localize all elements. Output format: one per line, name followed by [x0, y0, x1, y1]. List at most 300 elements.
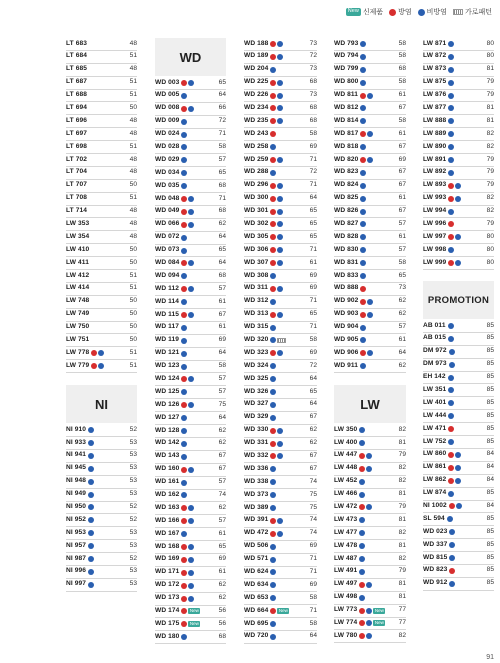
page-ref: 69 — [218, 336, 226, 344]
product-code: WD 175 — [155, 619, 180, 627]
non-flame-retardant-icon — [188, 286, 194, 292]
non-flame-retardant-icon — [188, 570, 194, 576]
product-code: WD 664 — [244, 606, 269, 614]
index-row — [155, 116, 226, 129]
flame-retardant-icon — [448, 465, 454, 471]
page-ref: 61 — [218, 529, 226, 537]
flame-retardant-icon — [181, 467, 187, 473]
index-row — [155, 515, 226, 528]
page-ref: 65 — [218, 168, 226, 176]
non-flame-retardant-icon — [448, 439, 454, 445]
product-marks — [360, 234, 392, 240]
product-code: WD 172 — [155, 581, 180, 589]
product-code: NI 941 — [66, 451, 87, 459]
non-flame-retardant-icon — [448, 170, 454, 176]
product-code: WD 312 — [244, 297, 269, 305]
index-row — [334, 566, 406, 579]
product-marks — [448, 323, 480, 329]
non-flame-retardant-icon — [181, 389, 187, 395]
product-code: LW 877 — [423, 103, 447, 111]
page-ref: 67 — [398, 103, 406, 111]
page-ref: 57 — [218, 284, 226, 292]
index-row — [334, 193, 406, 206]
page-ref: 85 — [486, 411, 494, 419]
page-ref: 65 — [218, 246, 226, 254]
non-flame-retardant-icon — [455, 183, 461, 189]
product-code: LW 876 — [423, 91, 447, 99]
non-flame-retardant-icon — [181, 415, 187, 421]
index-row — [244, 322, 317, 335]
index-row — [244, 541, 317, 554]
product-code: LT 685 — [66, 65, 87, 73]
index-row — [334, 502, 406, 515]
page-ref: 67 — [309, 452, 317, 459]
product-marks — [181, 480, 212, 486]
page-ref: 68 — [218, 632, 226, 640]
page-ref: 79 — [398, 567, 406, 575]
index-row — [334, 322, 406, 335]
product-code: WD 833 — [334, 271, 359, 279]
product-marks — [359, 620, 392, 626]
index-row — [66, 540, 137, 553]
index-row — [334, 231, 406, 244]
non-flame-retardant-icon — [359, 569, 365, 575]
index-row — [423, 578, 494, 591]
flame-retardant-icon — [359, 620, 365, 626]
non-flame-retardant-icon — [359, 427, 365, 433]
product-code: WD 024 — [155, 130, 180, 138]
non-flame-retardant-icon — [449, 529, 455, 535]
product-marks — [181, 634, 212, 640]
page-ref: 61 — [218, 568, 226, 576]
flame-retardant-icon — [270, 93, 276, 99]
non-flame-retardant-icon — [366, 582, 372, 588]
flame-retardant-icon — [91, 350, 97, 356]
product-code: WD 301 — [244, 207, 269, 215]
index-row — [155, 129, 226, 142]
product-code: WD 313 — [244, 310, 269, 318]
page-ref: 72 — [309, 168, 317, 176]
non-flame-retardant-icon — [455, 196, 461, 202]
flame-retardant-icon — [360, 299, 366, 305]
non-flame-retardant-icon — [188, 518, 194, 524]
product-code: WD 817 — [334, 129, 359, 137]
non-flame-retardant-icon — [188, 467, 194, 473]
flame-retardant-icon — [181, 557, 187, 563]
product-code: WD 904 — [334, 323, 359, 331]
non-flame-retardant-icon — [270, 466, 276, 472]
product-marks — [360, 183, 392, 189]
non-flame-retardant-icon — [360, 41, 366, 47]
product-code: WD 114 — [155, 297, 180, 305]
product-code: AB 011 — [423, 321, 446, 329]
non-flame-retardant-icon — [455, 452, 461, 458]
product-marks — [181, 299, 212, 305]
flame-retardant-icon — [359, 608, 365, 614]
page-ref: 53 — [129, 567, 137, 575]
page-ref: 50 — [129, 335, 137, 343]
non-flame-retardant-icon — [360, 80, 366, 86]
non-flame-retardant-icon — [277, 428, 283, 434]
non-flame-retardant-icon — [88, 479, 94, 485]
non-flame-retardant-icon — [367, 350, 373, 356]
non-flame-retardant-icon — [366, 466, 372, 472]
non-flame-retardant-icon — [455, 234, 461, 240]
page-ref: 84 — [486, 476, 494, 484]
index-row — [334, 180, 406, 193]
page-ref: 71 — [309, 568, 317, 576]
index-row — [66, 167, 137, 180]
flame-retardant-icon — [448, 426, 454, 432]
product-code: WD 391 — [244, 516, 269, 524]
product-code: NI 952 — [66, 515, 87, 523]
non-flame-retardant-icon — [360, 105, 366, 111]
page-ref: 62 — [218, 220, 226, 228]
index-row — [244, 489, 317, 502]
non-flame-retardant-icon — [270, 415, 276, 421]
page-ref: 50 — [129, 181, 137, 189]
page-ref: 50 — [129, 310, 137, 318]
product-code: DM 972 — [423, 347, 447, 355]
non-flame-retardant-icon — [455, 465, 461, 471]
product-marks — [270, 415, 303, 421]
product-marks — [448, 247, 480, 253]
product-code: LW 497 — [334, 580, 358, 588]
index-column-5 — [423, 38, 494, 591]
non-flame-retardant-icon — [277, 453, 283, 459]
index-row — [155, 296, 226, 309]
product-marks — [448, 491, 480, 497]
non-flame-retardant-icon — [181, 157, 187, 163]
page-ref: 85 — [486, 527, 494, 535]
non-flame-retardant-icon — [188, 222, 194, 228]
product-marks — [270, 569, 303, 575]
page-ref: 58 — [309, 593, 317, 601]
product-marks — [360, 67, 392, 73]
non-flame-retardant-icon — [98, 350, 104, 356]
non-flame-retardant-icon — [360, 67, 366, 73]
index-row — [423, 128, 494, 141]
non-flame-retardant-icon — [367, 131, 373, 137]
non-flame-retardant-icon — [88, 440, 94, 446]
page-ref: 57 — [218, 387, 226, 395]
product-code: WD 373 — [244, 490, 269, 498]
non-flame-retardant-icon — [359, 556, 365, 562]
page-ref: 64 — [218, 258, 226, 266]
page-ref: 48 — [129, 39, 137, 47]
flame-retardant-icon — [270, 531, 276, 537]
index-row — [155, 412, 226, 425]
product-code: LW 996 — [423, 219, 447, 227]
page-ref: 69 — [218, 555, 226, 563]
index-row — [244, 257, 317, 270]
index-row — [244, 218, 317, 231]
non-flame-retardant-icon — [270, 479, 276, 485]
page-ref: 71 — [309, 181, 317, 189]
index-row — [334, 257, 406, 270]
product-marks — [181, 557, 212, 563]
product-code: LW 466 — [334, 490, 358, 498]
non-flame-retardant-icon — [181, 132, 187, 138]
product-marks — [181, 144, 212, 150]
product-marks — [448, 336, 480, 342]
product-code: NI 953 — [66, 528, 87, 536]
flame-retardant-icon — [270, 260, 276, 266]
index-row — [244, 102, 317, 115]
product-code: WD 288 — [244, 168, 269, 176]
product-code: WD 818 — [334, 142, 359, 150]
page-ref: 53 — [129, 580, 137, 588]
index-row — [423, 552, 494, 565]
index-row — [66, 206, 137, 219]
page-ref: 74 — [309, 529, 317, 537]
product-marks — [270, 67, 303, 73]
non-flame-retardant-icon — [359, 492, 365, 498]
page-ref: 58 — [218, 362, 226, 370]
product-marks — [448, 93, 480, 99]
product-code: WD 258 — [244, 142, 269, 150]
page-ref: 81 — [486, 65, 494, 73]
product-code: DM 973 — [423, 360, 447, 368]
page-ref: 71 — [309, 323, 317, 331]
non-flame-retardant-icon — [181, 531, 187, 537]
page-ref: 84 — [486, 502, 494, 509]
product-code: LW 752 — [423, 437, 447, 445]
non-flame-retardant-icon — [277, 209, 283, 215]
product-marks — [181, 596, 212, 602]
product-code: WD 023 — [423, 527, 448, 535]
non-flame-retardant-icon — [277, 247, 283, 253]
product-code: LT 697 — [66, 129, 87, 137]
non-flame-retardant-icon — [449, 581, 455, 587]
product-marks — [360, 41, 392, 47]
page-ref: 68 — [309, 103, 317, 111]
index-row — [155, 232, 226, 245]
page-ref: 57 — [218, 155, 226, 163]
index-row — [334, 283, 406, 296]
index-row — [244, 180, 317, 193]
page-ref: 62 — [309, 439, 317, 447]
product-code: WD 121 — [155, 349, 180, 357]
page-ref: 52 — [129, 503, 137, 510]
product-marks — [448, 196, 480, 202]
product-code: WD 327 — [244, 400, 269, 408]
index-row — [423, 526, 494, 539]
product-code: WD 226 — [244, 91, 269, 99]
index-row — [155, 257, 226, 270]
product-code: LW 874 — [423, 489, 447, 497]
product-code: LW 861 — [423, 463, 447, 471]
index-row — [244, 231, 317, 244]
non-flame-retardant-icon — [360, 363, 366, 369]
page-ref: 73 — [309, 91, 317, 99]
product-marks — [270, 286, 303, 292]
non-flame-retardant-icon — [448, 144, 454, 150]
product-code: LW 994 — [423, 207, 447, 215]
flame-retardant-icon — [360, 350, 366, 356]
index-row — [66, 90, 137, 103]
page-ref: 73 — [309, 39, 317, 47]
product-marks — [181, 351, 212, 357]
index-row — [66, 77, 137, 90]
product-code: NI 987 — [66, 554, 87, 562]
product-marks — [359, 595, 392, 601]
non-flame-retardant-icon — [448, 93, 454, 99]
index-row — [244, 270, 317, 283]
index-row — [334, 605, 406, 618]
page-ref: 82 — [398, 528, 406, 536]
product-marks — [270, 41, 303, 47]
page-ref: 57 — [398, 219, 406, 227]
product-code: WD 035 — [155, 181, 180, 189]
index-row — [155, 554, 226, 567]
product-code: NI 997 — [66, 580, 87, 588]
flame-retardant-icon — [448, 234, 454, 240]
product-marks — [88, 504, 123, 510]
section-header: NI — [66, 385, 137, 423]
index-row — [423, 346, 494, 359]
non-flame-retardant-icon — [188, 209, 194, 215]
page-ref: 69 — [309, 142, 317, 150]
index-row — [334, 90, 406, 103]
legend-label: 방염 — [398, 9, 412, 16]
non-flame-retardant-icon — [270, 544, 276, 550]
index-row — [155, 219, 226, 232]
non-flame-retardant-icon — [277, 221, 283, 227]
page-ref: 57 — [218, 478, 226, 486]
product-marks — [360, 260, 392, 266]
index-row — [155, 618, 226, 631]
non-flame-retardant-icon — [88, 530, 94, 536]
product-marks — [88, 530, 123, 536]
index-row — [66, 347, 137, 360]
page-ref: 51 — [129, 284, 137, 292]
page-ref: 48 — [129, 232, 137, 240]
product-code: WD 115 — [155, 310, 180, 318]
index-row — [244, 567, 317, 580]
non-flame-retardant-icon — [359, 530, 365, 536]
product-code: LW 448 — [334, 464, 358, 472]
new-product-badge: New — [189, 608, 199, 614]
index-row — [334, 64, 406, 77]
non-flame-retardant-icon — [277, 105, 283, 111]
product-marks — [360, 118, 392, 124]
product-marks — [448, 209, 480, 215]
non-flame-retardant-icon — [277, 234, 283, 240]
non-flame-retardant-icon — [188, 106, 194, 112]
page-ref: 84 — [486, 450, 494, 458]
flame-retardant-icon — [270, 131, 276, 137]
index-row — [66, 334, 137, 347]
non-flame-retardant-icon — [88, 582, 94, 588]
page-ref: 85 — [486, 321, 494, 329]
product-marks — [270, 505, 303, 511]
product-marks — [449, 555, 480, 561]
index-row — [334, 347, 406, 360]
product-marks — [270, 363, 303, 369]
index-row — [244, 373, 317, 386]
index-row — [334, 630, 406, 643]
product-marks — [181, 260, 212, 266]
flame-retardant-icon — [270, 157, 276, 163]
page-ref: 64 — [309, 400, 317, 408]
page-ref: 82 — [486, 207, 494, 215]
non-flame-retardant-icon — [366, 608, 372, 614]
index-row — [66, 527, 137, 540]
product-marks — [270, 170, 303, 176]
page-ref: 73 — [309, 65, 317, 73]
new-product-badge: New — [189, 621, 199, 627]
non-flame-retardant-icon — [188, 596, 194, 602]
page-ref: 71 — [309, 155, 317, 163]
index-row — [244, 38, 317, 51]
product-marks — [448, 234, 480, 240]
non-flame-retardant-icon — [277, 312, 283, 318]
page-ref: 67 — [218, 452, 226, 460]
page-ref: 67 — [398, 142, 406, 150]
product-marks — [181, 492, 212, 498]
non-flame-retardant-icon — [448, 336, 454, 342]
non-flame-retardant-icon — [448, 80, 454, 86]
product-marks — [360, 170, 392, 176]
section-header: LW — [334, 385, 406, 423]
product-marks — [88, 427, 123, 433]
flame-retardant-icon — [360, 286, 366, 292]
non-flame-retardant-icon — [448, 105, 454, 111]
product-code: WD 306 — [244, 245, 269, 253]
product-code: WD 163 — [155, 503, 180, 511]
non-flame-retardant-icon — [270, 273, 276, 279]
index-column-1 — [66, 38, 137, 592]
product-code: LW 997 — [423, 232, 447, 240]
index-row — [66, 566, 137, 579]
flame-retardant-icon — [360, 131, 366, 137]
product-code: LW 875 — [423, 78, 447, 86]
product-marks — [270, 557, 303, 563]
product-marks — [181, 441, 212, 447]
non-flame-retardant-icon — [270, 299, 276, 305]
product-code: WD 337 — [423, 540, 448, 548]
index-row — [244, 193, 317, 206]
index-row — [66, 296, 137, 309]
index-row — [423, 501, 494, 514]
product-marks — [448, 465, 480, 471]
product-code: WD 720 — [244, 632, 269, 640]
product-code: LT 688 — [66, 91, 87, 99]
page-ref: 61 — [218, 297, 226, 305]
page-ref: 61 — [398, 232, 406, 240]
page-ref: 62 — [398, 297, 406, 305]
product-marks — [448, 67, 480, 73]
non-flame-retardant-icon — [418, 9, 425, 16]
index-row — [334, 553, 406, 566]
index-row — [334, 527, 406, 540]
product-code: WD 243 — [244, 129, 269, 137]
index-row — [66, 38, 137, 51]
flame-retardant-icon — [181, 209, 187, 215]
index-row — [423, 51, 494, 64]
page-ref: 85 — [486, 489, 494, 497]
product-marks — [448, 144, 480, 150]
non-flame-retardant-icon — [277, 54, 283, 60]
product-marks — [181, 467, 212, 473]
index-row — [244, 296, 317, 309]
product-marks — [181, 376, 212, 382]
page-ref: 58 — [218, 142, 226, 150]
product-marks — [181, 157, 212, 163]
non-flame-retardant-icon — [360, 234, 366, 240]
flame-retardant-icon — [359, 453, 365, 459]
